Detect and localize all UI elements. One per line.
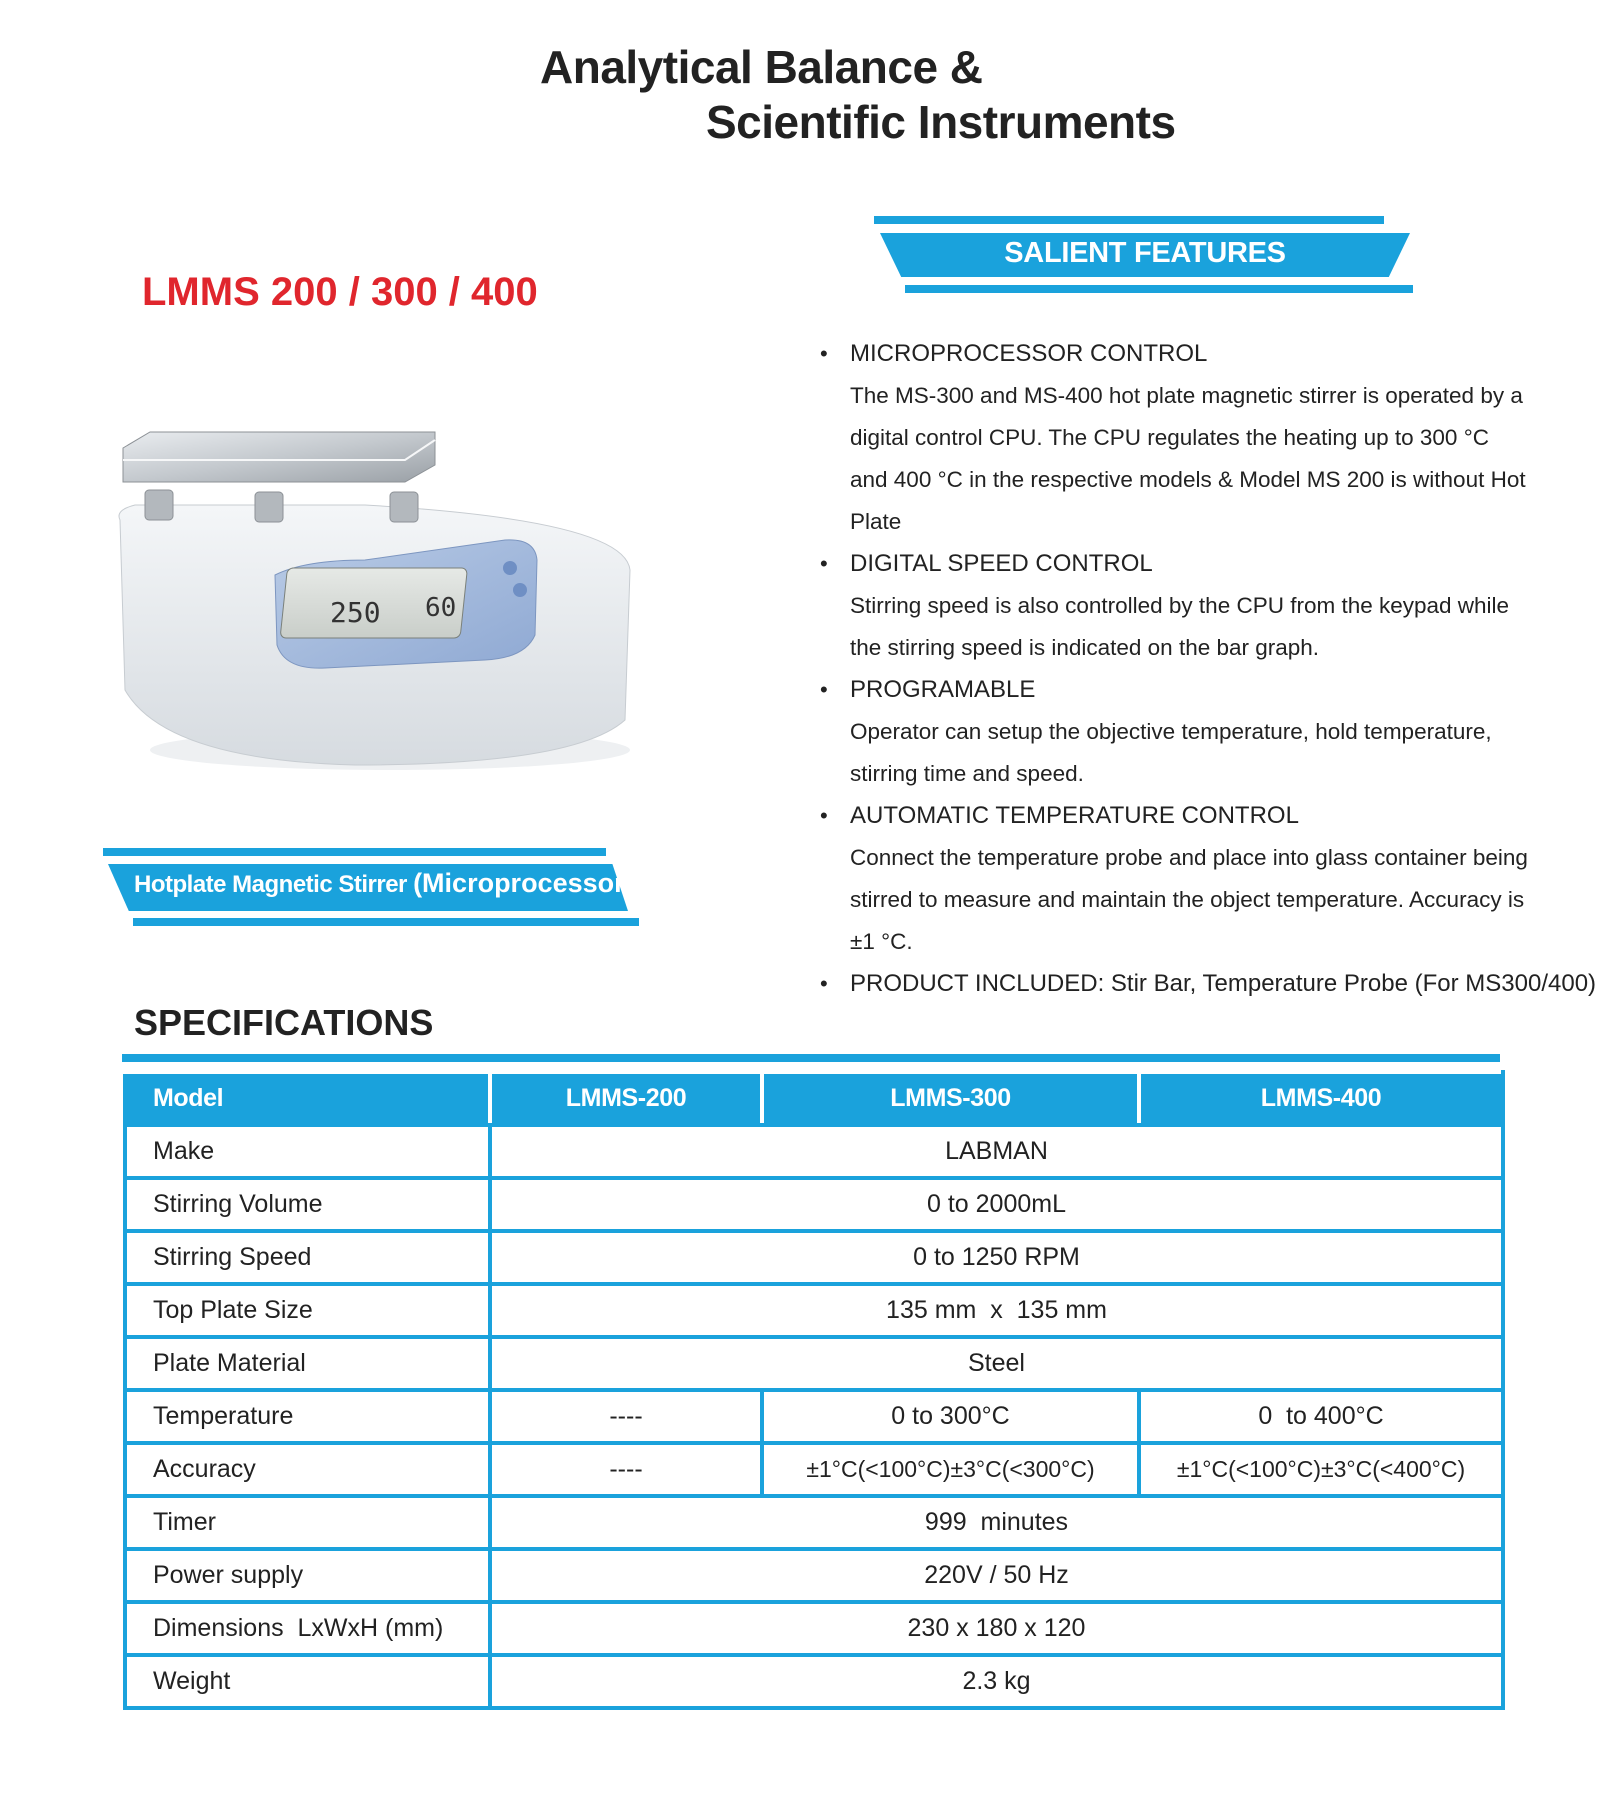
row-value: 0 to 1250 RPM	[490, 1231, 1503, 1284]
svg-text:60: 60	[425, 593, 457, 623]
column-header: LMMS-300	[762, 1072, 1139, 1125]
table-row	[125, 1284, 1503, 1337]
table-header-row	[125, 1072, 1503, 1125]
table-row	[125, 1178, 1503, 1231]
specifications-rule	[122, 1054, 1500, 1062]
row-value: Steel	[490, 1337, 1503, 1390]
row-label: Temperature	[125, 1390, 490, 1443]
feature-body: Operator can setup the objective temperature, hold temperature, stirring time and speed.	[850, 719, 1492, 786]
table-row	[125, 1125, 1503, 1178]
caption-text	[134, 868, 634, 899]
feature-body: Connect the temperature probe and place into glass container being stirred to measure and maintain the object temperature. Accuracy is ±1 °C.	[850, 845, 1528, 954]
row-label: Power supply	[125, 1549, 490, 1602]
row-value: 230 x 180 x 120	[490, 1602, 1503, 1655]
hotplate-stirrer-image	[105, 420, 645, 780]
banner-top-rule	[874, 216, 1384, 224]
row-value: ±1°C(<100°C)±3°C(<300°C)	[762, 1443, 1139, 1496]
table-row	[125, 1602, 1503, 1655]
header-line-2: Scientific Instruments	[706, 96, 1176, 148]
feature-item	[820, 963, 1597, 1005]
row-value: 0 to 2000mL	[490, 1178, 1503, 1231]
row-label: Dimensions LxWxH (mm)	[125, 1602, 490, 1655]
feature-item	[820, 333, 1540, 543]
model-title: LMMS 200 / 300 / 400	[142, 270, 538, 314]
row-label: Plate Material	[125, 1337, 490, 1390]
row-value: 2.3 kg	[490, 1655, 1503, 1708]
table-row	[125, 1390, 1503, 1443]
salient-features-label: SALIENT FEATURES	[1004, 237, 1286, 269]
feature-title: PRODUCT INCLUDED: Stir Bar, Temperature Probe (For MS300/400)	[850, 970, 1597, 997]
specifications-table	[123, 1070, 1505, 1710]
table-row	[125, 1549, 1503, 1602]
row-value: 0 to 400°C	[1139, 1390, 1503, 1443]
row-value: 220V / 50 Hz	[490, 1549, 1503, 1602]
row-value: LABMAN	[490, 1125, 1503, 1178]
table-row	[125, 1231, 1503, 1284]
row-label: Make	[125, 1125, 490, 1178]
row-value: ----	[490, 1443, 762, 1496]
row-value: ----	[490, 1390, 762, 1443]
column-header: LMMS-400	[1139, 1072, 1503, 1125]
row-label: Stirring Speed	[125, 1231, 490, 1284]
caption-part-1: Hotplate Magnetic Stirrer	[134, 871, 414, 898]
feature-item	[820, 669, 1540, 795]
row-value: 999 minutes	[490, 1496, 1503, 1549]
row-value: 0 to 300°C	[762, 1390, 1139, 1443]
feature-title: DIGITAL SPEED CONTROL	[850, 550, 1153, 577]
row-label: Weight	[125, 1655, 490, 1708]
header-line-1: Analytical Balance &	[540, 41, 983, 93]
table-row	[125, 1496, 1503, 1549]
caption-bottom-rule	[133, 918, 639, 926]
feature-item	[820, 543, 1540, 669]
row-label: Timer	[125, 1496, 490, 1549]
column-header: Model	[125, 1072, 490, 1125]
row-value: 135 mm x 135 mm	[490, 1284, 1503, 1337]
features-list	[820, 333, 1597, 1005]
row-label: Accuracy	[125, 1443, 490, 1496]
row-value: ±1°C(<100°C)±3°C(<400°C)	[1139, 1443, 1503, 1496]
row-label: Stirring Volume	[125, 1178, 490, 1231]
table-row	[125, 1337, 1503, 1390]
table-row	[125, 1443, 1503, 1496]
svg-text:250: 250	[330, 596, 381, 629]
caption-part-2: (Microprocessor)	[413, 868, 634, 898]
column-header: LMMS-200	[490, 1072, 762, 1125]
feature-body: The MS-300 and MS-400 hot plate magnetic stirrer is operated by a digital control CPU. The CPU regulates the heating up to 300 °C and 400 °C in the respective models & Model MS 200 is without Hot Plate	[850, 383, 1526, 534]
feature-item	[820, 795, 1540, 963]
feature-title: MICROPROCESSOR CONTROL	[850, 340, 1208, 367]
caption-top-rule	[103, 848, 606, 856]
table-row	[125, 1655, 1503, 1708]
banner-bottom-rule	[905, 285, 1413, 293]
feature-body: Stirring speed is also controlled by the CPU from the keypad while the stirring speed is indicated on the bar graph.	[850, 593, 1510, 660]
feature-title: AUTOMATIC TEMPERATURE CONTROL	[850, 802, 1299, 829]
row-label: Top Plate Size	[125, 1284, 490, 1337]
specifications-title: SPECIFICATIONS	[134, 1002, 434, 1043]
feature-title: PROGRAMABLE	[850, 676, 1036, 703]
